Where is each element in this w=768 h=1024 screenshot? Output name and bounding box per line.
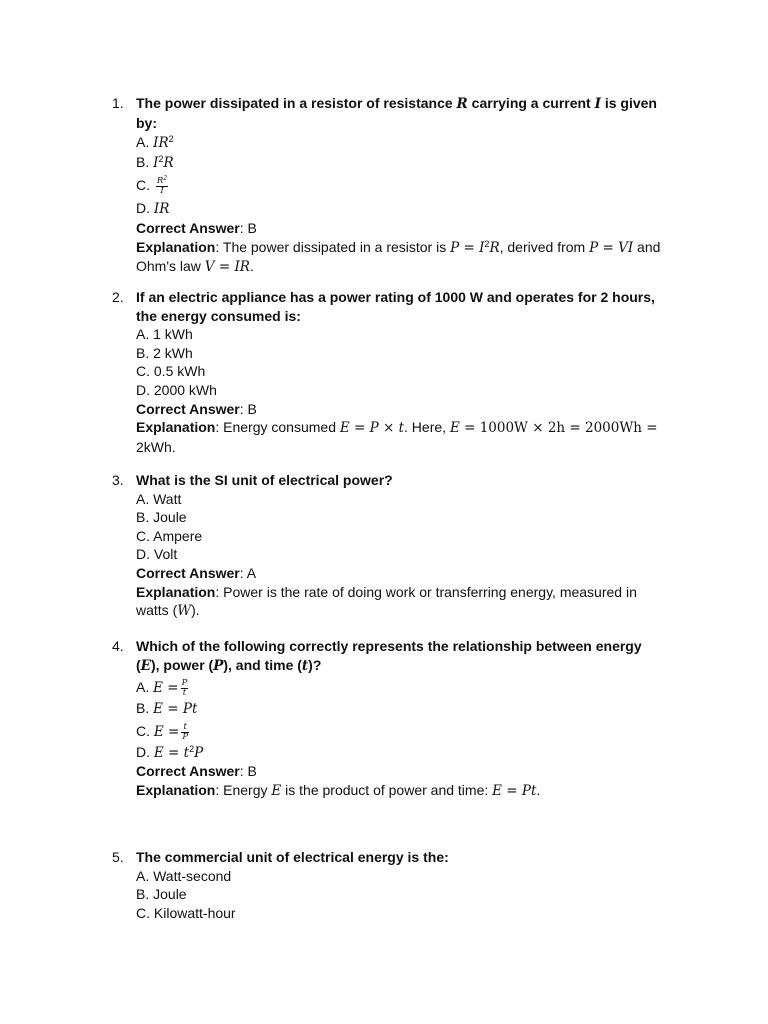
explanation: Explanation: The power dissipated in a resistor is $P = I^2R$, derived from P = VI and Ohm's law V = IR. <box>136 238 661 276</box>
option-c: C. 0.5 kWh <box>136 363 206 380</box>
fraction: $\frac{t}{P}$ <box>182 721 189 742</box>
option-c: C. Kilowatt-hour <box>136 904 236 921</box>
correct-answer: Correct Answer: B <box>136 400 257 417</box>
question-number: 1. <box>112 95 124 111</box>
option-b: B. 2 kWh <box>136 344 193 361</box>
option-b: B. Joule <box>136 886 187 903</box>
question-5 <box>112 848 672 922</box>
option-a: A. E = $\frac{P}{t}$ <box>136 677 188 698</box>
option-b: B. Joule <box>136 509 187 526</box>
question-4 <box>112 637 672 801</box>
question-stem: Which of the following correctly represents the relationship between energy <box>136 638 642 654</box>
correct-answer: Correct Answer: B <box>136 219 257 236</box>
explanation: Explanation: Power is the rate of doing work or transferring energy, measured in watts (W). <box>136 583 637 620</box>
fraction: $\frac{P}{t}$ <box>181 677 188 698</box>
option-a: A. $IR^2$ <box>136 134 174 152</box>
option-d: D. $E = t^2P$ <box>136 743 204 761</box>
question-stem: The commercial unit of electrical energy is the: <box>136 849 449 865</box>
correct-answer: Correct Answer: B <box>136 763 257 780</box>
correct-answer: Correct Answer: A <box>136 564 257 581</box>
option-d: D. 2000 kWh <box>136 381 217 398</box>
question-number: 5. <box>112 849 124 865</box>
option-a: A. Watt-second <box>136 867 232 884</box>
question-number: 4. <box>112 638 124 654</box>
question-2 <box>112 288 672 456</box>
question-number: 2. <box>112 289 124 305</box>
explanation: Explanation: Energy E is the product of power and time: E = Pt. <box>136 781 541 799</box>
question-3 <box>112 471 672 621</box>
option-d: D. IR <box>136 200 170 218</box>
question-stem: The power dissipated in a resistor of resistance R carrying a current I is given by: <box>136 95 657 131</box>
option-a: A. Watt <box>136 490 182 507</box>
option-c: C. E = $\frac{t}{P}$ <box>136 721 189 742</box>
option-c: C. $\frac{R^2}{I}$ <box>136 175 168 197</box>
option-d: D. Volt <box>136 546 178 563</box>
question-stem-cont: (E), power (P), and time (t)? <box>136 656 322 674</box>
option-a: A. 1 kWh <box>136 326 193 343</box>
explanation: Explanation: Energy consumed E = P × t. Here, E = 1000W × 2h = 2000Wh = 2kWh. <box>136 419 658 455</box>
fraction: $\frac{R^2}{I}$ <box>156 175 168 197</box>
question-number: 3. <box>112 472 124 488</box>
option-b: B. $I^2R$ <box>136 153 174 171</box>
question-1 <box>112 94 672 277</box>
question-stem-cont: the energy consumed is: <box>136 307 301 324</box>
option-c: C. Ampere <box>136 527 203 544</box>
question-stem: If an electric appliance has a power rating of 1000 W and operates for 2 hours, <box>136 289 655 305</box>
question-stem: What is the SI unit of electrical power? <box>136 472 393 488</box>
option-b: B. E = Pt <box>136 700 198 718</box>
